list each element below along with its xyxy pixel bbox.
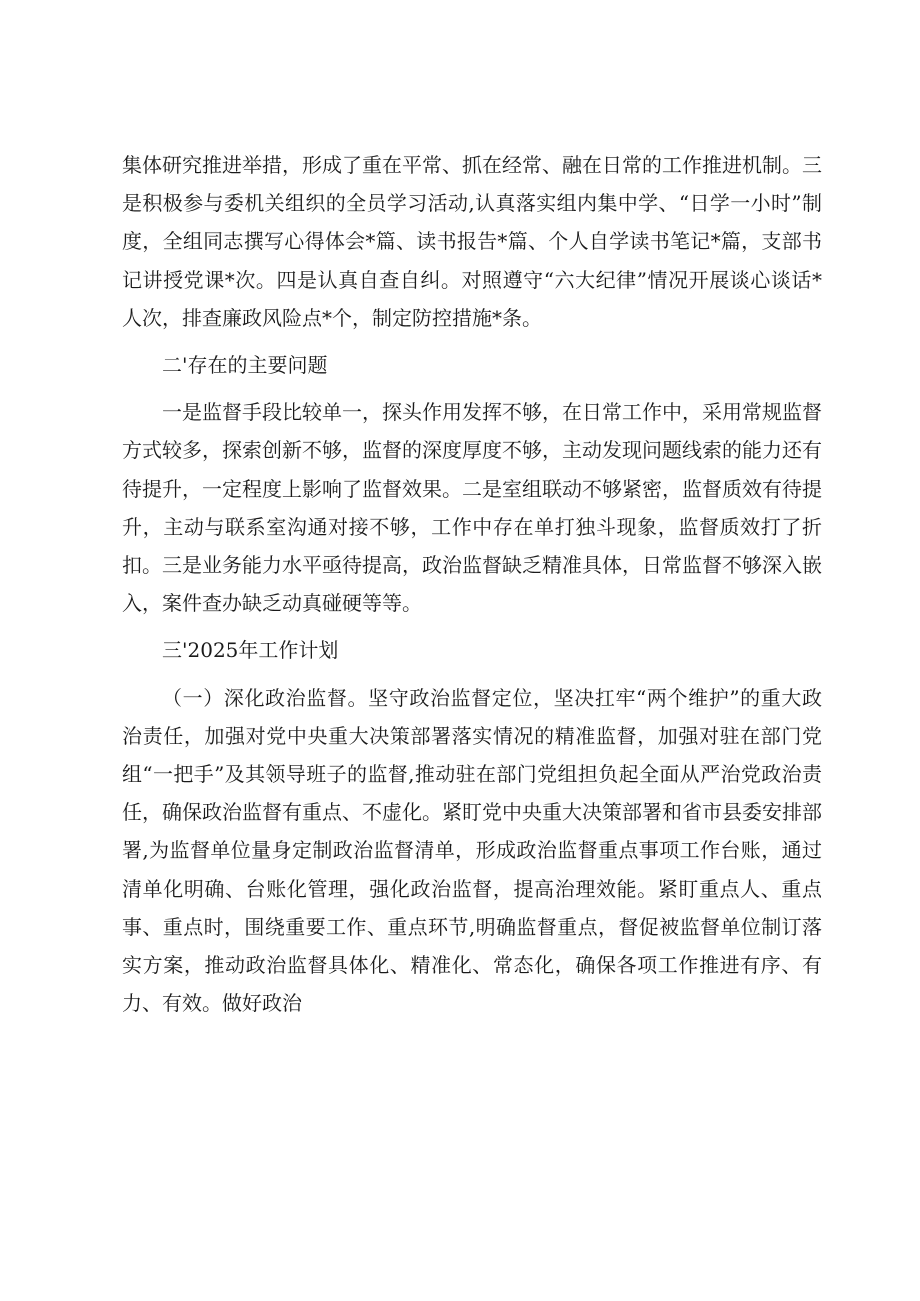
spacer (122, 622, 822, 631)
section-heading-problems: 二'存在的主要问题 (162, 353, 328, 378)
document-body (122, 146, 822, 1022)
paragraph-continuation: 集体研究推进举措，形成了重在平常、抓在经常、融在日常的工作推进机制。三是积极参与委机关组织的全员学习活动,认真落实组内集中学、“日学一小时”制度，全组同志撰写心得体会*篇、读书报告*篇、个人自学读书笔记*篇，支部书记讲授党课*次。四是认真自查自纠。对照遵守“六大纪律”情况开展谈心谈话*人次，排查廉政风险点*个，制定防控措施*条。 (122, 153, 822, 330)
spacer (122, 337, 822, 346)
spacer (122, 670, 822, 679)
spacer (122, 384, 822, 393)
section-heading-plan: 三'2025年工作计划 (162, 638, 339, 663)
paragraph-political-supervision: （一）深化政治监督。坚守政治监督定位，坚决扛牢“两个维护”的重大政治责任，加强对党中央重大决策部署落实情况的精准监督，加强对驻在部门党组“一把手”及其领导班子的监督,推动驻在部门党组担负起全面从严治党政治责任，确保政治监督有重点、不虚化。紧盯党中央重大决策部署和省市县委安排部署,为监督单位量身定制政治监督清单，形成政治监督重点事项工作台账，通过清单化明确、台账化管理，强化政治监督，提高治理效能。紧盯重点人、重点事、重点时，围绕重要工作、重点环节,明确监督重点，督促被监督单位制订落实方案，推动政治监督具体化、精准化、常态化，确保各项工作推进有序、有力、有效。做好政治 (122, 685, 822, 1016)
paragraph-problems: 一是监督手段比较单一，探头作用发挥不够，在日常工作中，采用常规监督方式较多，探索创新不够，监督的深度厚度不够，主动发现问题线索的能力还有待提升，一定程度上影响了监督效果。二是室组联动不够紧密，监督质效有待提升，主动与联系室沟通对接不够，工作中存在单打独斗现象，监督质效打了折扣。三是业务能力水平亟待提高，政治监督缺乏精准具体，日常监督不够深入嵌入，案件查办缺乏动真碰硬等等。 (122, 400, 822, 616)
